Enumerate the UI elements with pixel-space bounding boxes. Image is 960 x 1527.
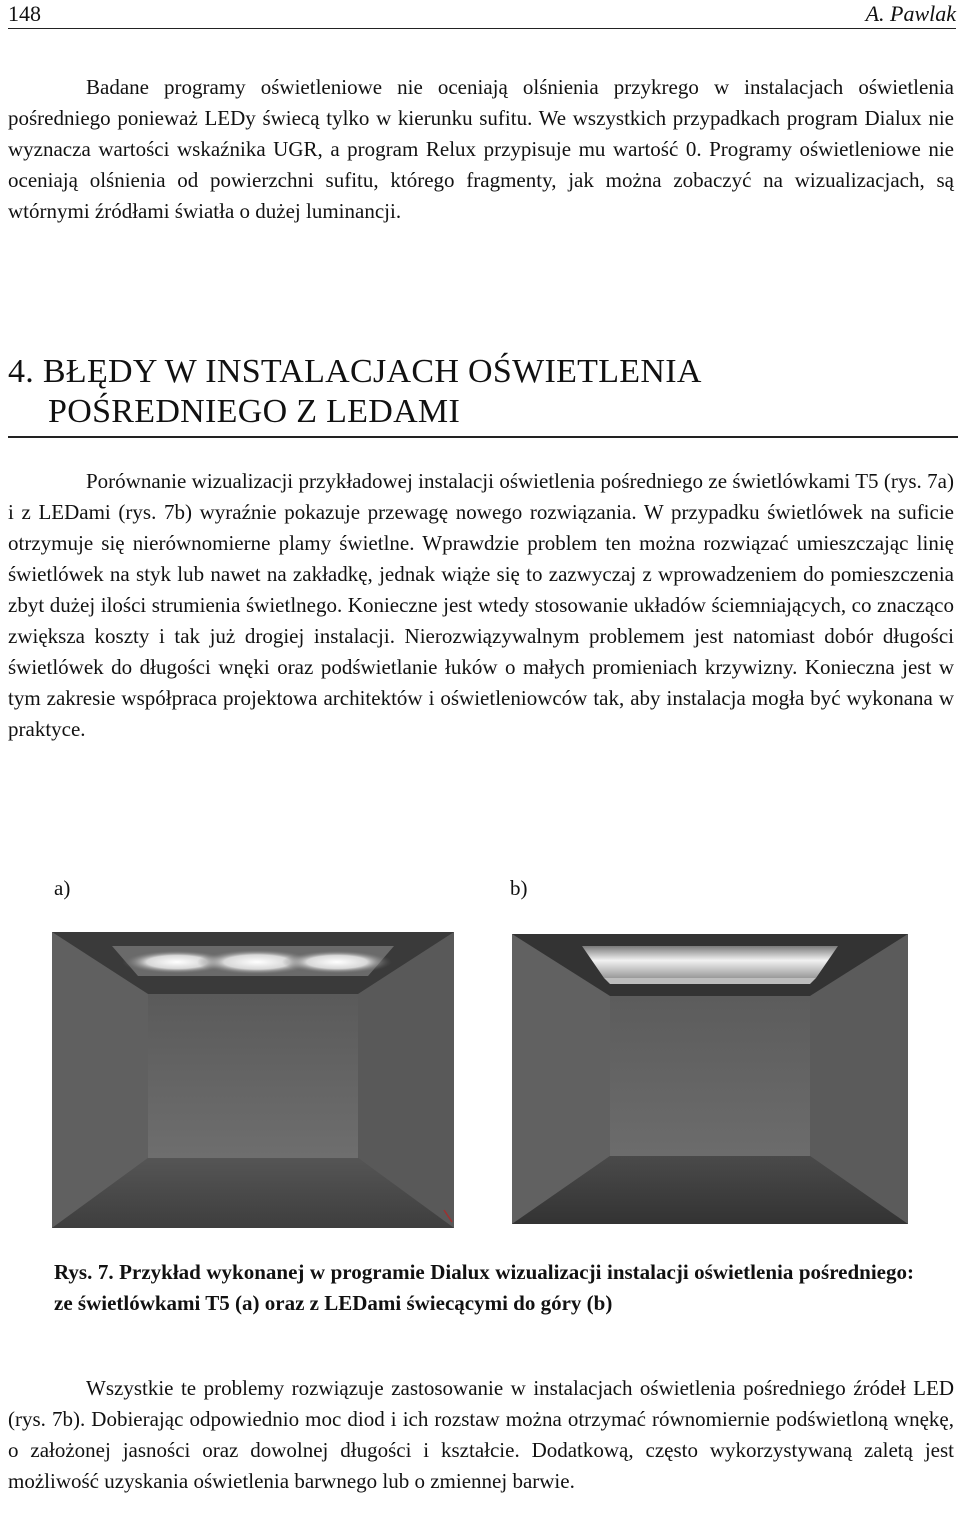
page-number: 148 — [8, 1, 41, 26]
figure-label-a: a) — [54, 876, 71, 900]
page-header — [8, 0, 956, 29]
paragraph-2: Porównanie wizualizacji przykładowej instalacji oświetlenia pośredniego ze świetlówkami T5 (rys. 7a) i z LEDami (rys. 7b) wyraźnie pokazuje przewagę nowego rozwiązania. W przypadku świetlówek na suficie otrzymuje się nierównomierne plamy świetlne. Wprawdzie problem ten można rozwiązać umieszczając linię świetlówek na styk lub nawet na zakładkę, jednak wiąże się to zazwyczaj z wprowadzeniem do pomieszczenia zbyt dużej ilości strumienia świetlnego. Konieczne jest wtedy stosowanie układów ściemniających, co znacząco zwiększa koszty i tak już drogiej instalacji. Nierozwiązywalnym problemem jest natomiast dobór długości świetlówek do długości wnęki oraz podświetlanie łuków o małych promieniach krzywizny. Konieczna jest w tym zakresie współpraca projektowa architektów i oświetleniowców tak, aby instalacja mogła być wykonana w praktyce. — [8, 469, 954, 741]
room-visualization-led — [512, 934, 908, 1224]
heading-rule — [8, 436, 958, 438]
figure-caption: Rys. 7. Przykład wykonanej w programie Dialux wizualizacji instalacji oświetlenia pośredniego: ze świetlówkami T5 (a) oraz z LEDami świecącymi do góry (b) — [54, 1260, 914, 1315]
room-visualization-t5 — [52, 932, 454, 1228]
section-heading — [8, 352, 954, 438]
figure-label-b: b) — [510, 876, 528, 900]
section-heading-line-2: POŚREDNIEGO Z LEDAMI — [48, 393, 461, 430]
running-author: A. Pawlak — [865, 1, 956, 26]
paragraph-3: Wszystkie te problemy rozwiązuje zastosowanie w instalacjach oświetlenia pośredniego źródeł LED (rys. 7b). Dobierając odpowiednio moc diod i ich rozstaw można otrzymać równomiernie podświetloną wnękę, o założonej jasności oraz dowolnej długości i kształcie. Dodatkową, często wykorzystywaną zaletą jest możliwość uzyskania oświetlenia barwnego lub o zmiennej barwie. — [8, 1376, 954, 1493]
paragraph-1: Badane programy oświetleniowe nie oceniają olśnienia przykrego w instalacjach oświetlenia pośredniego ponieważ LEDy świecą tylko w kierunku sufitu. We wszystkich przypadkach program Dialux nie wyznacza wartości wskaźnika UGR, a program Relux przypisuje mu wartość 0. Programy oświetleniowe nie oceniają olśnienia od powierzchni sufitu, którego fragmenty, jak można zobaczyć na wizualizacjach, są wtórnymi źródłami światła o dużej luminancji. — [8, 75, 954, 223]
section-heading-line-1: 4. BŁĘDY W INSTALACJACH OŚWIETLENIA — [8, 353, 702, 390]
